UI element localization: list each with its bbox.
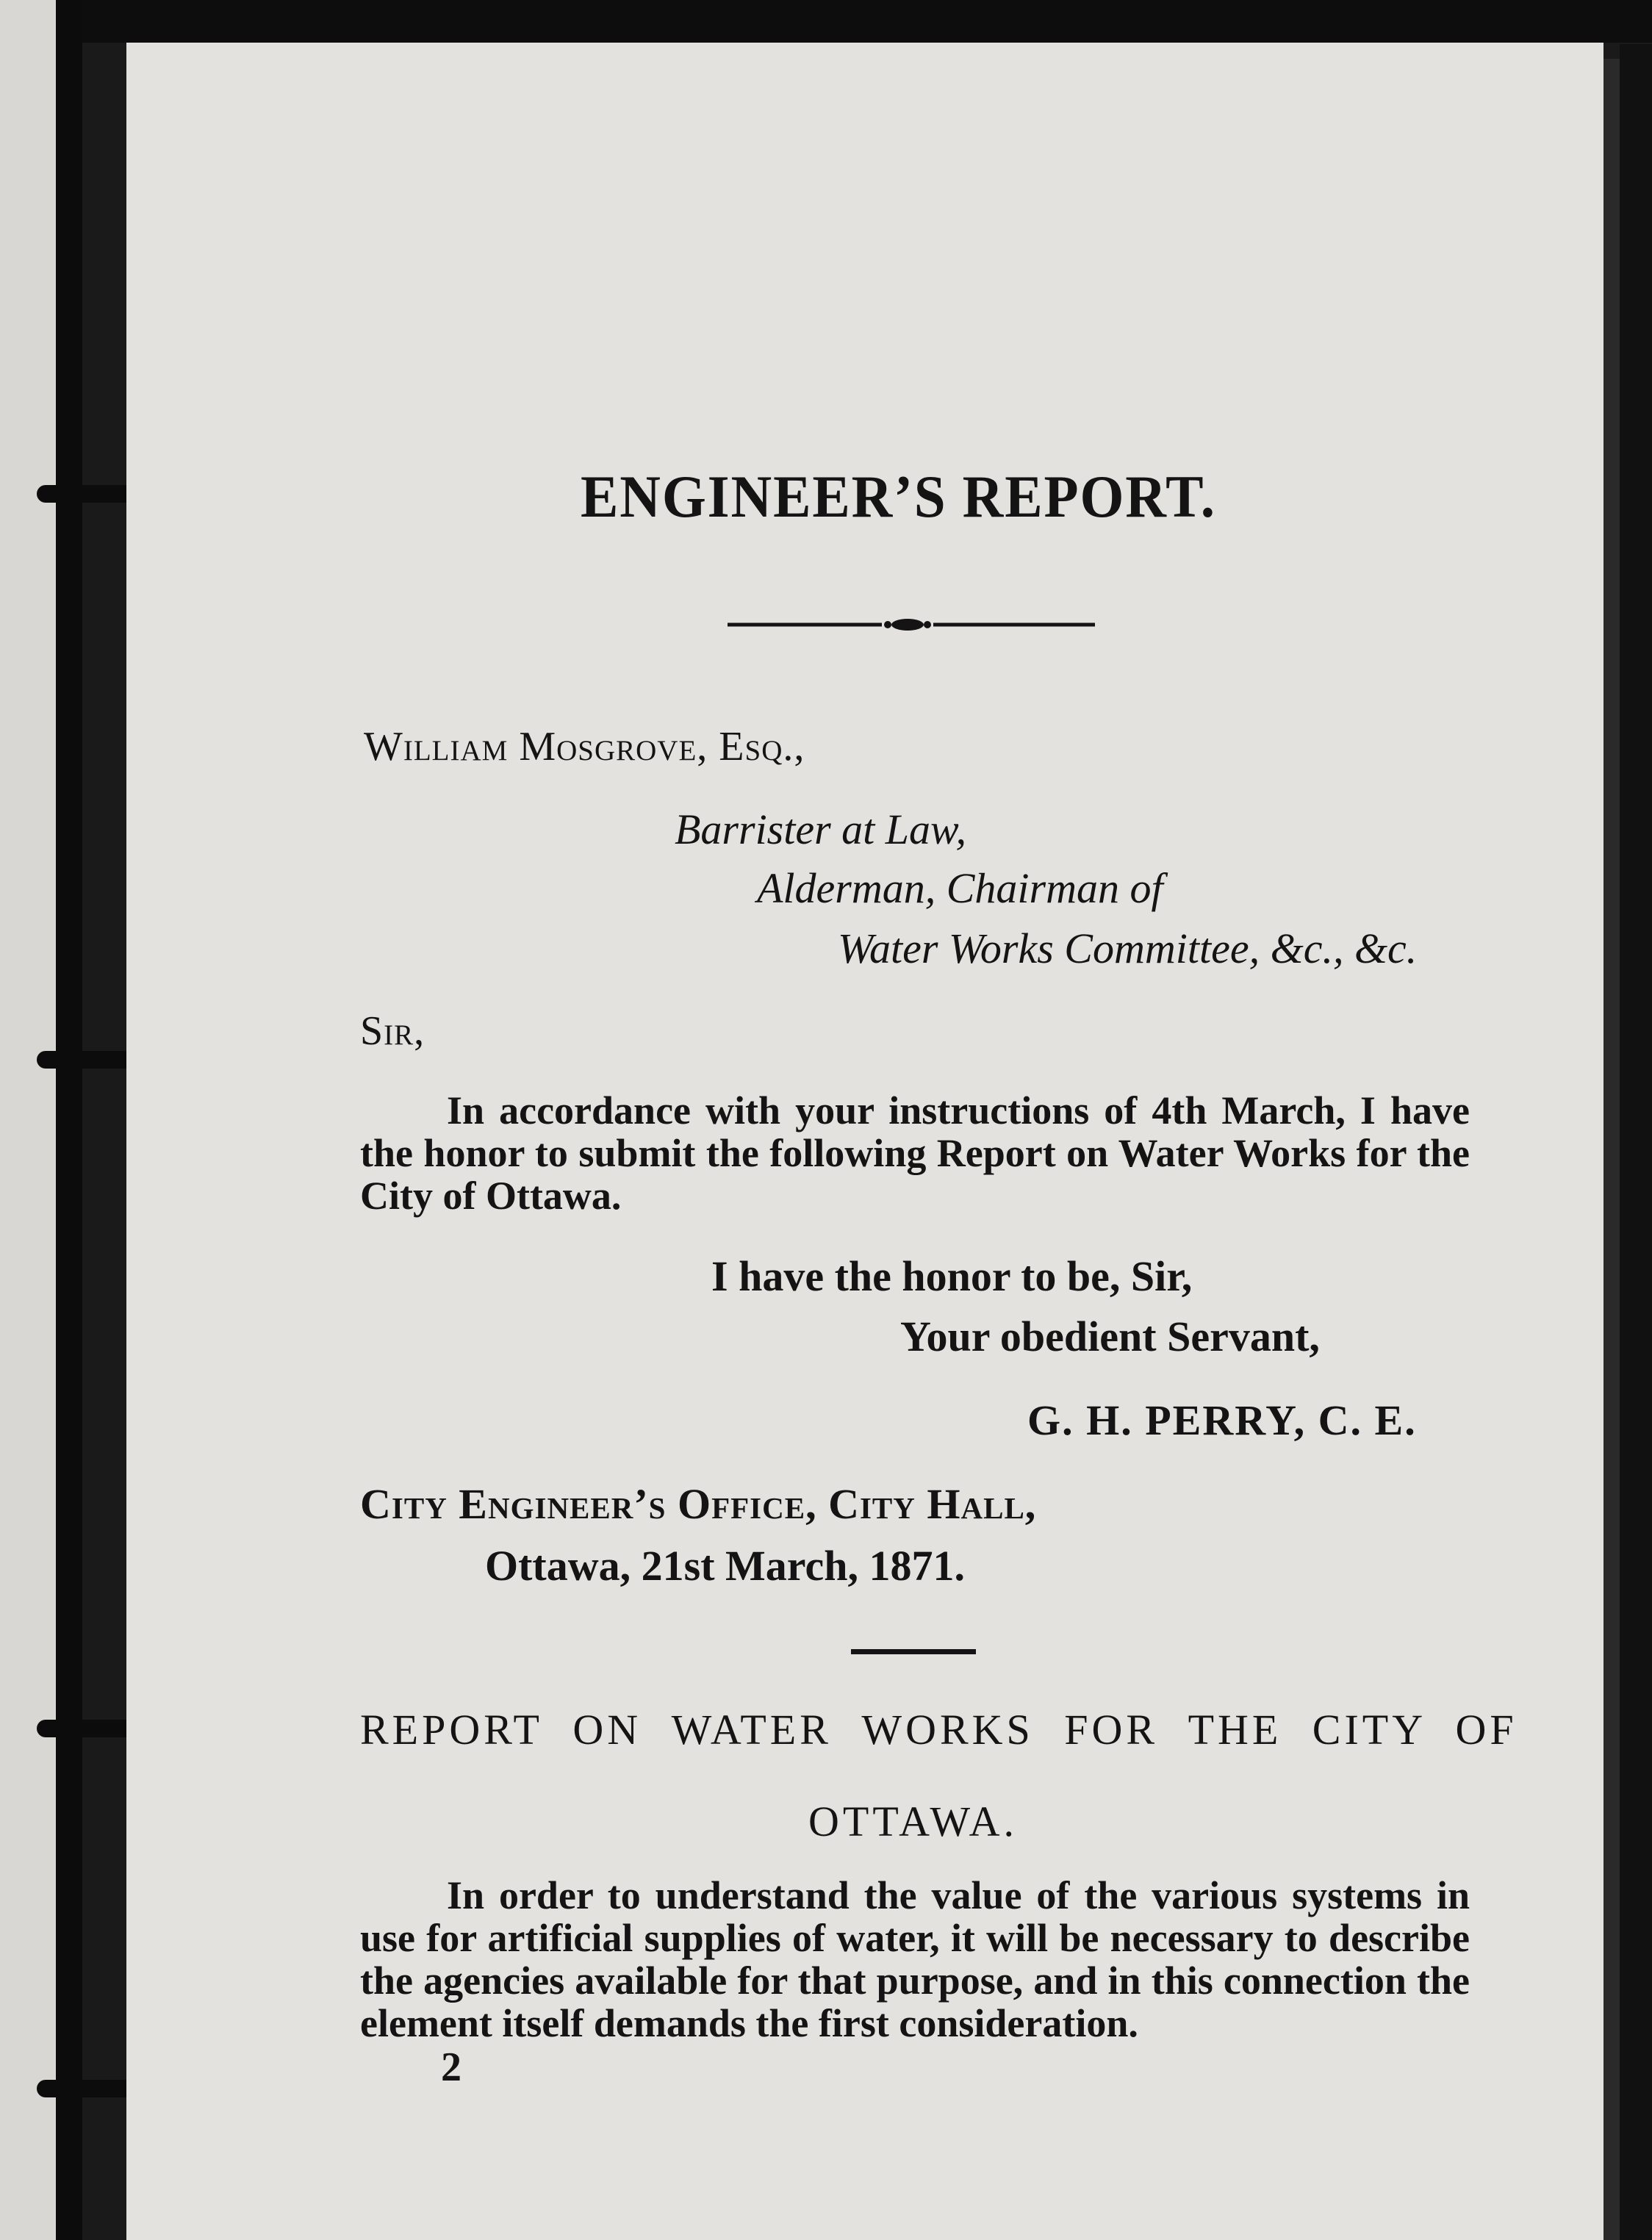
- addressee-line: Barrister at Law,: [675, 805, 966, 853]
- salutation: Sir,: [360, 1008, 425, 1054]
- dateline: Ottawa, 21st March, 1871.: [485, 1542, 965, 1590]
- book-binding: [56, 0, 82, 2240]
- scan-right-border: [1620, 44, 1652, 2240]
- page-number: 2: [441, 2045, 462, 2090]
- addressee-line: Water Works Committee, &c., &c.: [838, 925, 1418, 972]
- report-heading-city: OTTAWA.: [808, 1798, 1019, 1845]
- closing-line: Your obedient Servant,: [900, 1313, 1320, 1360]
- office-address: City Engineer’s Office, City Hall,: [360, 1480, 1037, 1528]
- ornamental-rule: [728, 617, 1095, 632]
- section-rule: [851, 1649, 976, 1654]
- letter-body: In accordance with your instructions of 4th March, I have the honor to submit the following Report on Water Works for the City of Ottawa.: [360, 1088, 1470, 1218]
- signature: G. H. PERRY, C. E.: [1027, 1396, 1417, 1444]
- page-title: ENGINEER’S REPORT.: [581, 463, 1216, 530]
- closing-line: I have the honor to be, Sir,: [711, 1252, 1193, 1300]
- opening-paragraph: In order to understand the value of the various systems in use for artificial supplies of water, it will be necessary to describe the agencies available for that purpose, and in this connection the element itself demands the first consideration.: [360, 1873, 1470, 2045]
- scan-top-border: [0, 0, 1652, 43]
- previous-page-edge: [0, 0, 59, 2240]
- addressee-line: Alderman, Chairman of: [757, 864, 1163, 912]
- page-right-shadow: [1603, 59, 1620, 2240]
- report-heading: REPORT ON WATER WORKS FOR THE CITY OF: [360, 1706, 1518, 1753]
- addressee-name: William Mosgrove, Esq.,: [364, 724, 805, 769]
